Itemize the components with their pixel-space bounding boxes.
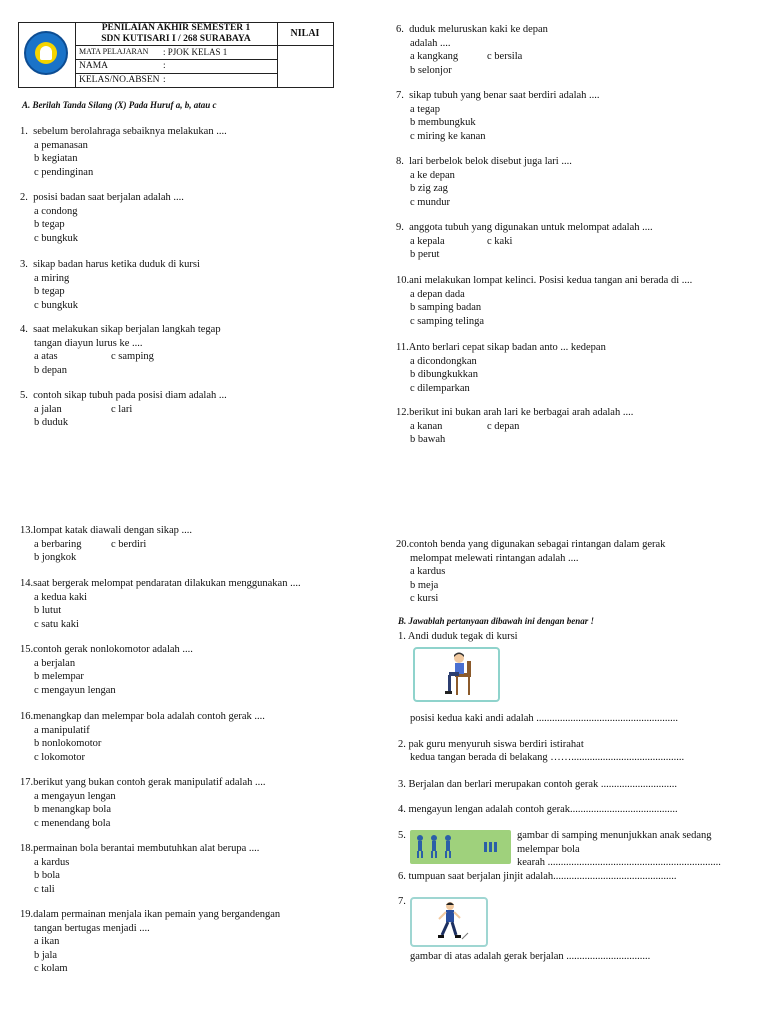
option-text[interactable]: b zig zag: [410, 183, 448, 194]
essay-5-line-2: melempar bola: [517, 844, 580, 855]
option-line[interactable]: [396, 169, 756, 183]
option-text[interactable]: b kegiatan: [34, 153, 78, 164]
row-key: NAMA: [79, 61, 109, 71]
option-text[interactable]: b jala: [34, 949, 58, 961]
section-a-heading: A. Berilah Tanda Silang (X) Pada Huruf a, b, atau c: [22, 100, 217, 110]
option-c[interactable]: c bersila: [487, 51, 523, 62]
question-text: saat bergerak melompat pendaratan dilakukan menggunakan ....: [33, 578, 301, 589]
question-number: 20.: [396, 539, 410, 550]
option-line[interactable]: [396, 433, 756, 447]
option-text[interactable]: c pendinginan: [34, 166, 94, 178]
question-text: Anto berlari cepat sikap badan anto ... kedepan: [408, 342, 606, 353]
option-text[interactable]: a berjalan: [34, 657, 76, 669]
row-subject: [75, 45, 278, 60]
option-line[interactable]: [396, 301, 756, 315]
option-line[interactable]: [20, 604, 380, 618]
question-number: 11.: [396, 342, 409, 353]
question-17: [20, 776, 380, 830]
option-text[interactable]: a manipulatif: [34, 724, 90, 736]
option-line[interactable]: [20, 166, 380, 180]
question-number: 10.: [396, 275, 410, 286]
question-10: [396, 274, 756, 328]
question-text: ani melakukan lompat kelinci. Posisi kedua tangan ani berada di ....: [409, 275, 693, 286]
question-number: 7.: [396, 90, 404, 101]
option-text[interactable]: a kardus: [34, 856, 70, 868]
option-text[interactable]: c kolam: [34, 963, 68, 974]
throwing-ball-picture: [410, 830, 511, 864]
option-text[interactable]: c dilemparkan: [410, 382, 470, 394]
question-number: 19.: [20, 909, 34, 920]
question-number: 13.: [20, 525, 34, 536]
question-19: [20, 908, 380, 976]
option-line[interactable]: [396, 288, 756, 302]
question-6: [396, 23, 756, 77]
option-text[interactable]: b duduk: [34, 417, 69, 428]
logo-cell: [19, 23, 76, 87]
option-text[interactable]: b menangkap bola: [34, 804, 111, 815]
question-number: 9.: [396, 222, 404, 233]
option-line[interactable]: [20, 935, 380, 949]
option-line[interactable]: [20, 856, 380, 870]
row-key: KELAS/NO.ABSEN: [79, 75, 160, 85]
question-text: berikut yang bukan contoh gerak manipulatif adalah ....: [33, 777, 266, 788]
option-line[interactable]: [20, 551, 380, 565]
option-line[interactable]: [396, 50, 756, 64]
question-text: posisi badan saat berjalan adalah ....: [33, 192, 184, 203]
question-2: [20, 191, 380, 245]
option-line[interactable]: [20, 684, 380, 698]
option-text[interactable]: a kedua kaki: [34, 591, 88, 603]
essay-5-number: 5.: [398, 830, 406, 841]
option-line[interactable]: [396, 103, 756, 117]
option-line[interactable]: [20, 403, 380, 417]
question-text: menangkap dan melempar bola adalah contoh gerak ....: [33, 711, 265, 722]
question-14: [20, 577, 380, 631]
option-text[interactable]: a kangkang: [410, 51, 459, 62]
option-line[interactable]: [20, 152, 380, 166]
question-text-2: adalah ....: [410, 37, 451, 49]
option-text[interactable]: b perut: [410, 249, 440, 260]
option-text[interactable]: b melempar: [34, 671, 84, 682]
essay-number: 2.: [398, 739, 406, 750]
option-line[interactable]: [20, 790, 380, 804]
option-line[interactable]: [396, 196, 756, 210]
option-c[interactable]: c kaki: [487, 235, 513, 247]
section-b-heading: B. Jawablah pertanyaan dibawah ini dengan benar !: [398, 616, 595, 626]
option-line[interactable]: [20, 962, 380, 976]
option-text[interactable]: c bungkuk: [34, 299, 79, 311]
option-text[interactable]: b lutut: [34, 605, 62, 616]
essay-5-answer[interactable]: kearah ..................................................................: [517, 857, 721, 868]
option-line[interactable]: [20, 232, 380, 246]
option-text[interactable]: c satu kaki: [34, 618, 79, 630]
question-16: [20, 710, 380, 764]
option-text[interactable]: b selonjor: [410, 64, 452, 76]
option-line[interactable]: [20, 285, 380, 299]
option-line[interactable]: [20, 299, 380, 313]
essay-1: [398, 630, 518, 644]
option-text[interactable]: a tegap: [410, 103, 441, 115]
question-text: contoh benda yang digunakan sebagai rintangan dalam gerak: [409, 539, 666, 550]
option-text[interactable]: a miring: [34, 272, 70, 284]
question-text: duduk meluruskan kaki ke depan: [409, 24, 548, 35]
option-text[interactable]: a mengayun lengan: [34, 790, 116, 802]
option-text[interactable]: a dicondongkan: [410, 355, 477, 367]
question-text: lari berbelok belok disebut juga lari ....: [409, 156, 572, 167]
header-table: [18, 22, 334, 88]
option-line[interactable]: [396, 420, 756, 434]
option-line[interactable]: [20, 538, 380, 552]
option-text[interactable]: a jalan: [34, 403, 62, 415]
option-line[interactable]: [20, 591, 380, 605]
option-text[interactable]: a depan dada: [410, 288, 465, 300]
essay-7-answer[interactable]: gambar di atas adalah gerak berjalan ................................: [410, 951, 651, 962]
question-number: 12.: [396, 407, 410, 418]
row-value: : PJOK KELAS 1: [163, 47, 228, 57]
question-text: anggota tubuh yang digunakan untuk melompat adalah ....: [409, 222, 653, 233]
question-number: 1.: [20, 126, 28, 137]
option-text[interactable]: a atas: [34, 351, 58, 362]
option-line[interactable]: [20, 869, 380, 883]
option-line[interactable]: [20, 803, 380, 817]
question-text: contoh gerak nonlokomotor adalah ....: [33, 644, 193, 655]
essay-1-answer[interactable]: posisi kedua kaki andi adalah ......................................................: [410, 713, 679, 724]
essay-4[interactable]: 4. mengayun lengan adalah contoh gerak.........................................: [398, 804, 678, 815]
option-text[interactable]: b depan: [34, 364, 67, 376]
option-text[interactable]: a berbaring: [34, 538, 82, 550]
option-line[interactable]: [396, 355, 756, 369]
option-c[interactable]: c samping: [111, 351, 154, 362]
nilai-box[interactable]: [277, 45, 333, 87]
question-text: berikut ini bukan arah lari ke berbagai arah adalah ....: [409, 407, 634, 418]
option-text[interactable]: b bola: [34, 870, 60, 881]
row-class: [75, 73, 278, 87]
question-text: sebelum berolahraga sebaiknya melakukan ....: [33, 126, 227, 137]
option-line[interactable]: [20, 272, 380, 286]
row-key: MATA PELAJARAN: [79, 47, 149, 56]
option-text[interactable]: c bungkuk: [34, 232, 79, 244]
question-number: 8.: [396, 156, 404, 167]
option-text[interactable]: b membungkuk: [410, 117, 476, 128]
sitting-child-picture: [413, 647, 500, 702]
option-text[interactable]: b nonlokomotor: [34, 738, 102, 749]
question-number: 18.: [20, 843, 34, 854]
title-line-1: PENILAIAN AKHIR SEMESTER 1: [101, 23, 251, 33]
question-13: [20, 524, 380, 565]
option-line[interactable]: [20, 218, 380, 232]
option-text[interactable]: b samping badan: [410, 302, 482, 313]
question-text-2: tangan bertugas menjadi ....: [34, 922, 150, 934]
essay-number: 1.: [398, 631, 406, 642]
question-number: 4.: [20, 324, 28, 335]
option-text[interactable]: a ke depan: [410, 169, 455, 181]
question-number: 2.: [20, 192, 28, 203]
question-11: [396, 341, 756, 395]
option-c[interactable]: c lari: [111, 403, 133, 415]
option-text[interactable]: b dibungkukkan: [410, 369, 478, 380]
question-number: 14.: [20, 578, 34, 589]
option-line[interactable]: [396, 368, 756, 382]
tut-wuri-logo: [24, 31, 68, 75]
option-line[interactable]: [20, 350, 380, 364]
question-number: 16.: [20, 711, 34, 722]
essay-3[interactable]: 3. Berjalan dan berlari merupakan contoh gerak .............................: [398, 779, 678, 790]
row-name: [75, 59, 278, 74]
option-text[interactable]: c tali: [34, 883, 55, 895]
question-text-2: tangan diayun lurus ke ....: [34, 337, 143, 349]
option-line[interactable]: [396, 248, 756, 262]
essay-5-line-1: gambar di samping menunjukkan anak sedang: [517, 830, 712, 841]
option-text[interactable]: c mengayun lengan: [34, 684, 116, 696]
question-number: 5.: [20, 390, 28, 401]
question-5: [20, 389, 380, 430]
question-text: sikap badan harus ketika duduk di kursi: [33, 259, 200, 270]
option-line[interactable]: [20, 364, 380, 378]
question-text: permainan bola berantai membutuhkan alat berupa ....: [33, 843, 260, 854]
question-18: [20, 842, 380, 896]
option-text[interactable]: a ikan: [34, 936, 60, 947]
nilai-label: NILAI: [277, 23, 333, 46]
option-text[interactable]: c lokomotor: [34, 751, 86, 763]
question-15: [20, 643, 380, 697]
option-text[interactable]: b jongkok: [34, 552, 77, 563]
question-number: 17.: [20, 777, 34, 788]
option-line[interactable]: [396, 116, 756, 130]
title-line-2: SDN KUTISARI I / 268 SURABAYA: [101, 33, 251, 44]
option-c[interactable]: c kursi: [410, 593, 439, 604]
question-12: [396, 406, 756, 447]
option-line[interactable]: [20, 416, 380, 430]
option-text[interactable]: a kepala: [410, 235, 445, 247]
option-line[interactable]: [396, 130, 756, 144]
option-text[interactable]: b tegap: [34, 286, 65, 297]
option-line[interactable]: [396, 315, 756, 329]
option-c[interactable]: c berdiri: [111, 538, 147, 550]
question-text: lompat katak diawali dengan sikap ....: [33, 525, 193, 536]
question-number: 15.: [20, 644, 34, 655]
question-3: [20, 258, 380, 312]
essay-7-number: 7.: [398, 896, 406, 907]
question-text: sikap tubuh yang benar saat berdiri adalah ....: [409, 90, 600, 101]
option-line[interactable]: [396, 235, 756, 249]
question-7: [396, 89, 756, 143]
option-line[interactable]: [20, 751, 380, 765]
question-1: [20, 125, 380, 179]
option-line[interactable]: [20, 657, 380, 671]
option-line[interactable]: [20, 949, 380, 963]
exam-title: [75, 23, 278, 46]
option-text[interactable]: a condong: [34, 205, 78, 217]
essay-6[interactable]: 6. tumpuan saat berjalan jinjit adalah...............................................: [398, 871, 677, 882]
question-number: 3.: [20, 259, 28, 270]
option-a[interactable]: a kardus: [410, 566, 446, 577]
question-20: [396, 538, 756, 606]
option-line[interactable]: [396, 64, 756, 78]
option-text[interactable]: b tegap: [34, 219, 65, 230]
option-b[interactable]: b meja: [410, 579, 439, 591]
row-value: :: [163, 75, 166, 85]
option-line[interactable]: [396, 182, 756, 196]
essay-text: pak guru menyuruh siswa berdiri istirahat: [408, 739, 584, 750]
question-text: saat melakukan sikap berjalan langkah tegap: [33, 324, 221, 335]
option-line[interactable]: [20, 205, 380, 219]
question-9: [396, 221, 756, 262]
option-line[interactable]: [20, 724, 380, 738]
option-line[interactable]: [20, 618, 380, 632]
essay-2-answer[interactable]: kedua tangan berada di belakang ……...........................................: [410, 752, 685, 763]
option-text[interactable]: c mundur: [410, 196, 450, 208]
option-text[interactable]: a kanan: [410, 420, 443, 432]
option-text[interactable]: a pemanasan: [34, 139, 88, 151]
question-4: [20, 323, 380, 377]
option-c[interactable]: c depan: [487, 420, 520, 432]
option-text[interactable]: c miring ke kanan: [410, 130, 486, 142]
option-line[interactable]: [20, 139, 380, 153]
question-text-2: melompat melewati rintangan adalah ....: [410, 552, 579, 564]
option-text[interactable]: b bawah: [410, 434, 446, 445]
essay-text: Andi duduk tegak di kursi: [407, 631, 518, 642]
option-line[interactable]: [20, 817, 380, 831]
essay-2: [398, 738, 584, 752]
question-text: dalam permainan menjala ikan pemain yang bergandengan: [33, 909, 281, 920]
question-number: 6.: [396, 24, 404, 35]
question-text: contoh sikap tubuh pada posisi diam adalah ...: [33, 390, 227, 401]
option-line[interactable]: [20, 737, 380, 751]
option-line[interactable]: [20, 670, 380, 684]
option-text[interactable]: c samping telinga: [410, 315, 485, 327]
question-8: [396, 155, 756, 209]
option-line[interactable]: [20, 883, 380, 897]
option-line[interactable]: [396, 382, 756, 396]
row-value: :: [163, 61, 166, 71]
option-text[interactable]: c menendang bola: [34, 817, 111, 829]
walking-child-picture: [410, 897, 488, 947]
